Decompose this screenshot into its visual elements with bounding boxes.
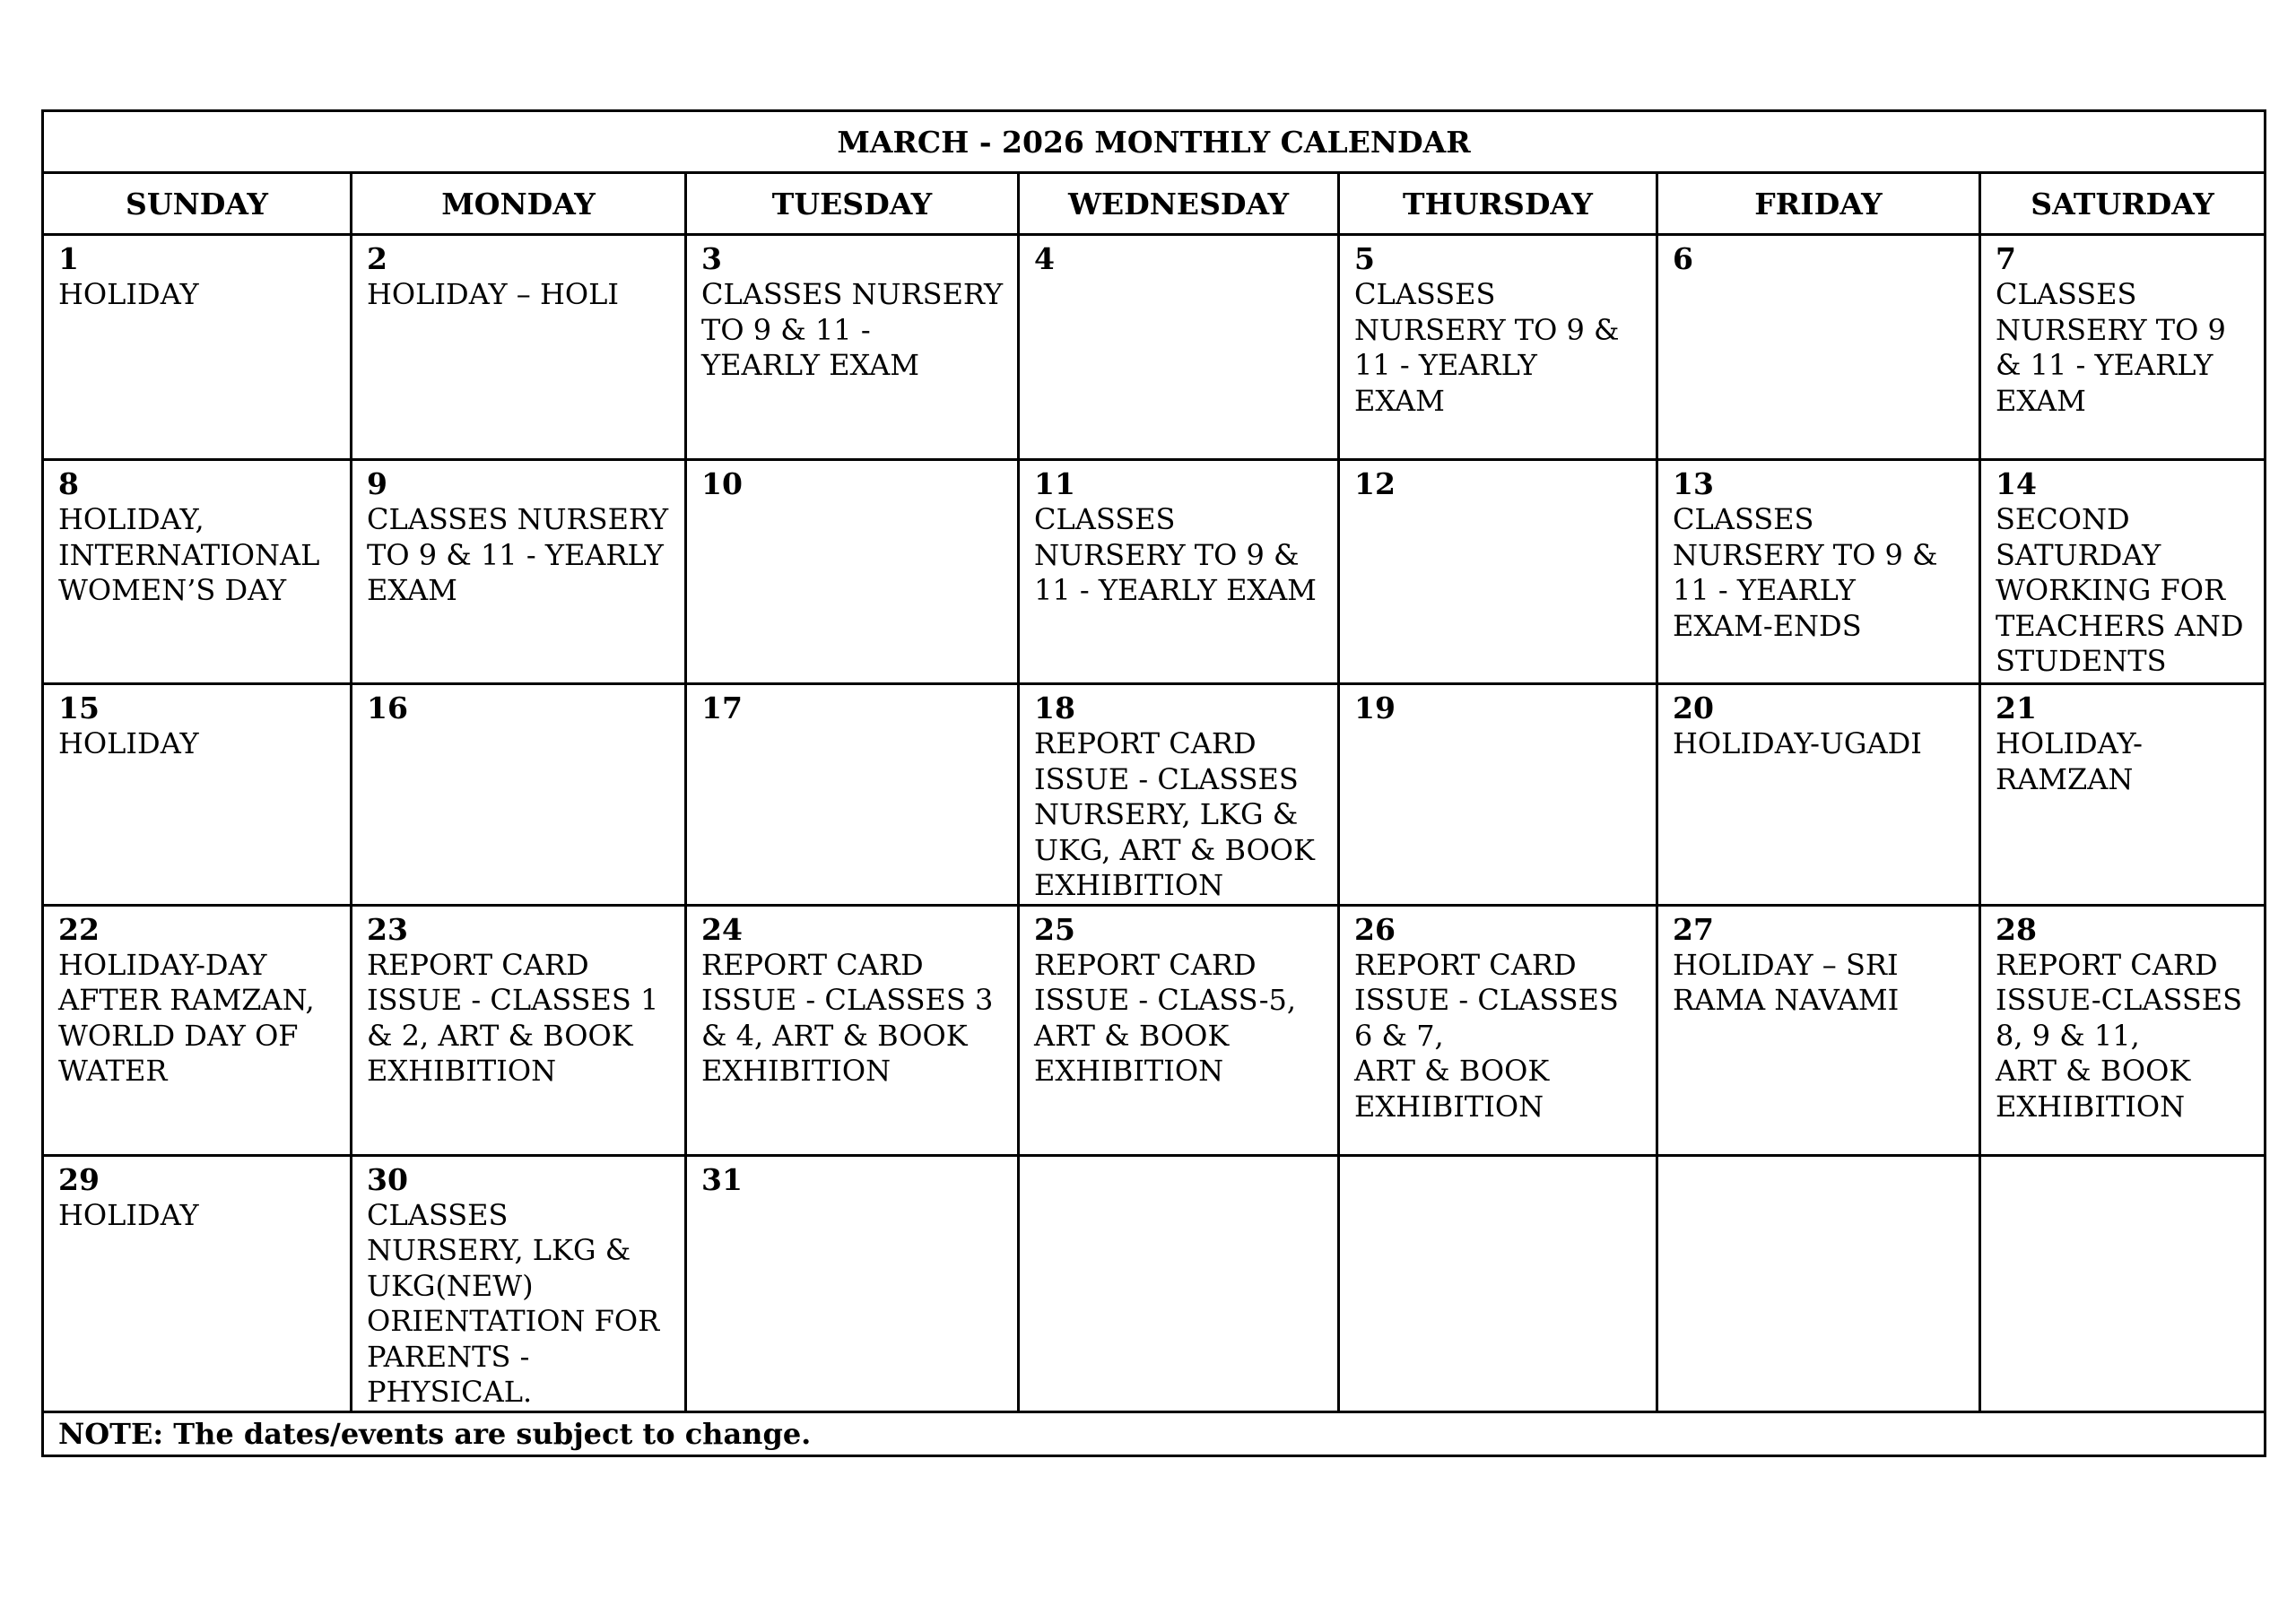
- week-row-2: [43, 460, 2266, 684]
- day-cell: [686, 460, 1019, 684]
- title-row: [43, 111, 2266, 173]
- day-number: [1034, 1160, 1325, 1162]
- day-number: 9: [367, 466, 387, 501]
- day-number: 29: [58, 1161, 100, 1197]
- day-cell: [1980, 1155, 2266, 1411]
- day-cell: [1019, 684, 1339, 906]
- day-event: REPORT CARD ISSUE - CLASSES NURSERY, LKG & UKG, ART & BOOK EXHIBITION: [1034, 726, 1315, 902]
- day-cell: [1980, 460, 2266, 684]
- weekday-header-row: [43, 173, 2266, 235]
- day-cell: [686, 905, 1019, 1155]
- day-event: HOLIDAY – HOLI: [367, 277, 619, 311]
- day-cell: [43, 235, 352, 460]
- day-number: 1: [58, 241, 79, 276]
- day-event: SECOND SATURDAY WORKING FOR TEACHERS AND STUDENTS: [1996, 502, 2244, 678]
- day-event: CLASSES NURSERY TO 9 & 11 - YEARLY EXAM-ENDS: [1673, 502, 1938, 643]
- day-cell: [352, 235, 686, 460]
- day-event: CLASSES NURSERY TO 9 & 11 - YEARLY EXAM: [367, 502, 669, 607]
- day-cell: [1980, 235, 2266, 460]
- day-event: CLASSES NURSERY TO 9 & 11 - YEARLY EXAM: [1996, 277, 2226, 418]
- day-event: HOLIDAY: [58, 277, 199, 311]
- weekday-header-tuesday: TUESDAY: [686, 173, 1019, 235]
- day-event: CLASSES NURSERY, LKG & UKG(NEW) ORIENTATION FOR PARENTS - PHYSICAL.: [367, 1197, 660, 1409]
- day-event: CLASSES NURSERY TO 9 & 11 - YEARLY EXAM: [1354, 277, 1620, 418]
- note-row: [43, 1411, 2266, 1455]
- day-number: 14: [1996, 466, 2037, 501]
- day-event: REPORT CARD ISSUE - CLASSES 1 & 2, ART & BOOK EXHIBITION: [367, 947, 659, 1088]
- weekday-header-monday: MONDAY: [352, 173, 686, 235]
- day-cell: [43, 684, 352, 906]
- day-cell: [1339, 460, 1657, 684]
- day-number: [1673, 1160, 1966, 1162]
- day-cell: [352, 905, 686, 1155]
- day-event: HOLIDAY: [58, 1197, 199, 1232]
- day-event: HOLIDAY-UGADI: [1673, 726, 1922, 760]
- day-cell: [1339, 684, 1657, 906]
- calendar-title: MARCH - 2026 MONTHLY CALENDAR: [43, 111, 2266, 173]
- day-number: 24: [701, 911, 743, 947]
- day-number: 30: [367, 1161, 408, 1197]
- day-event: REPORT CARD ISSUE - CLASSES 6 & 7, ART & BOOK EXHIBITION: [1354, 947, 1619, 1124]
- day-number: 13: [1673, 466, 1714, 501]
- weekday-header-thursday: THURSDAY: [1339, 173, 1657, 235]
- day-cell: [1657, 460, 1980, 684]
- day-number: 8: [58, 466, 79, 501]
- day-cell: [1339, 905, 1657, 1155]
- day-number: 11: [1034, 466, 1075, 501]
- day-cell: [1980, 684, 2266, 906]
- week-row-3: [43, 684, 2266, 906]
- day-number: 12: [1354, 466, 1396, 501]
- day-number: 21: [1996, 690, 2037, 725]
- day-number: 20: [1673, 690, 1714, 725]
- day-number: 4: [1034, 241, 1055, 276]
- day-event: CLASSES NURSERY TO 9 & 11 - YEARLY EXAM: [701, 277, 1004, 382]
- day-number: 6: [1673, 241, 1693, 276]
- day-cell: [1657, 905, 1980, 1155]
- day-cell: [686, 1155, 1019, 1411]
- day-cell: [1980, 905, 2266, 1155]
- weekday-header-wednesday: WEDNESDAY: [1019, 173, 1339, 235]
- day-event: HOLIDAY – SRI RAMA NAVAMI: [1673, 947, 1900, 1017]
- weekday-header-sunday: SUNDAY: [43, 173, 352, 235]
- day-cell: [43, 1155, 352, 1411]
- day-event: REPORT CARD ISSUE - CLASS-5, ART & BOOK EXHIBITION: [1034, 947, 1297, 1088]
- day-event: CLASSES NURSERY TO 9 & 11 - YEARLY EXAM: [1034, 502, 1317, 607]
- day-cell: [1339, 235, 1657, 460]
- day-number: 31: [701, 1161, 743, 1197]
- day-number: 28: [1996, 911, 2037, 947]
- weekday-header-friday: FRIDAY: [1657, 173, 1980, 235]
- day-cell: [1339, 1155, 1657, 1411]
- day-cell: [686, 235, 1019, 460]
- day-cell: [686, 684, 1019, 906]
- day-number: 16: [367, 690, 408, 725]
- day-number: 25: [1034, 911, 1075, 947]
- day-event: HOLIDAY-DAY AFTER RAMZAN, WORLD DAY OF WATER: [58, 947, 315, 1088]
- day-number: 23: [367, 911, 408, 947]
- week-row-1: [43, 235, 2266, 460]
- day-number: 15: [58, 690, 100, 725]
- day-event: REPORT CARD ISSUE - CLASSES 3 & 4, ART & BOOK EXHIBITION: [701, 947, 994, 1088]
- weekday-header-saturday: SATURDAY: [1980, 173, 2266, 235]
- day-cell: [1657, 235, 1980, 460]
- day-cell: [43, 905, 352, 1155]
- day-number: 5: [1354, 241, 1375, 276]
- day-cell: [352, 1155, 686, 1411]
- day-number: [1996, 1160, 2251, 1162]
- day-number: 27: [1673, 911, 1714, 947]
- day-number: 7: [1996, 241, 2016, 276]
- week-row-4: [43, 905, 2266, 1155]
- monthly-calendar-table: [41, 109, 2266, 1457]
- calendar-note: NOTE: The dates/events are subject to change.: [43, 1411, 2266, 1455]
- day-cell: [1019, 1155, 1339, 1411]
- day-number: 19: [1354, 690, 1396, 725]
- day-cell: [1019, 460, 1339, 684]
- day-number: 22: [58, 911, 100, 947]
- day-cell: [1019, 235, 1339, 460]
- day-event: HOLIDAY, INTERNATIONAL WOMEN’S DAY: [58, 502, 320, 607]
- day-cell: [43, 460, 352, 684]
- day-event: HOLIDAY- RAMZAN: [1996, 726, 2143, 796]
- day-cell: [352, 684, 686, 906]
- day-cell: [1019, 905, 1339, 1155]
- day-number: 17: [701, 690, 743, 725]
- day-number: 10: [701, 466, 743, 501]
- day-number: 3: [701, 241, 722, 276]
- day-cell: [1657, 684, 1980, 906]
- day-number: [1354, 1160, 1643, 1162]
- day-number: 2: [367, 241, 387, 276]
- day-number: 26: [1354, 911, 1396, 947]
- day-number: 18: [1034, 690, 1075, 725]
- week-row-5: [43, 1155, 2266, 1411]
- day-event: HOLIDAY: [58, 726, 199, 760]
- day-cell: [1657, 1155, 1980, 1411]
- day-event: REPORT CARD ISSUE-CLASSES 8, 9 & 11, ART & BOOK EXHIBITION: [1996, 947, 2243, 1124]
- day-cell: [352, 460, 686, 684]
